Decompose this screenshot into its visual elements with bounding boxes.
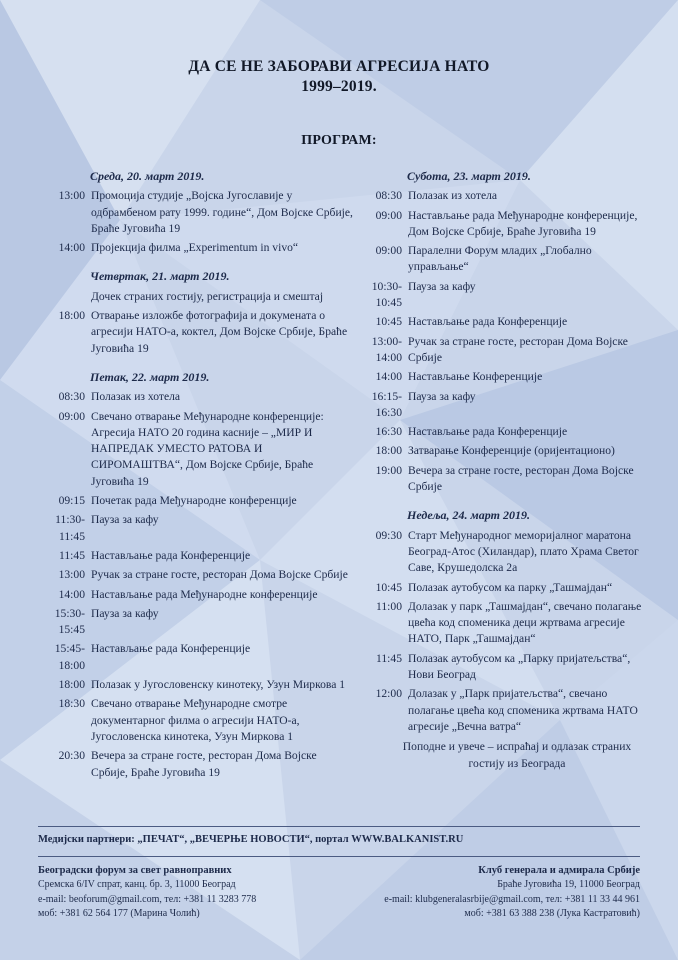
organizer-right [384, 864, 640, 922]
event-time: 16:15-16:30 [371, 389, 402, 419]
event-text: Полазак из хотела [91, 390, 181, 404]
schedule-item [347, 208, 647, 241]
event-time: 11:45 [59, 548, 85, 562]
event-time: 19:00 [375, 463, 402, 477]
organizer-left [38, 864, 256, 922]
event-time: 18:00 [375, 444, 402, 458]
poster-title: ДА СЕ НЕ ЗАБОРАВИ АГРЕСИЈА НАТО [188, 58, 490, 75]
schedule-item [38, 512, 356, 545]
event-text: Настављање рада Конференције [408, 315, 568, 329]
day-block [38, 268, 356, 356]
event-time: 18:30 [58, 697, 85, 711]
schedule-item [38, 308, 356, 357]
day-heading: Четвртак, 21. март 2019. [90, 269, 230, 284]
schedule-item [347, 279, 647, 312]
event-time [38, 289, 91, 305]
event-text: Полазак из хотела [408, 189, 498, 203]
event-time: 09:00 [375, 244, 402, 258]
event-time: 11:45 [376, 651, 402, 665]
schedule-item [347, 443, 647, 459]
event-time: 15:45-18:00 [54, 642, 85, 672]
organizer-email: e-mail: beoforum@gmail.com, тел: +381 11 3283 778 [38, 893, 257, 905]
event-time: 10:45 [375, 580, 402, 594]
event-text: Паралелни Форум младих „Глобално управљање“ [408, 244, 592, 274]
event-text: Свечано отварање Међународне конференције: Агресија НАТО 20 година касније – „МИР И НАПРЕДАК УМЕСТО РАТОВА И СИРОМАШТВА“, Дом Војске Србије, Браће Југовића 19 [91, 409, 324, 488]
schedule-item [347, 243, 647, 276]
event-text: Дочек страних гостију, регистрација и смештај [91, 289, 324, 303]
event-time: 10:45 [375, 315, 402, 329]
event-text: Настављање рада Међународне конференције, Дом Војске Србије, Браће Југовића 19 [408, 208, 638, 238]
organizer-name: Клуб генерала и адмирала Србије [478, 865, 640, 876]
program-heading: ПРОГРАМ: [301, 133, 377, 148]
event-text: Пауза за кафу [91, 606, 159, 620]
event-time: 09:00 [375, 208, 402, 222]
schedule-item [38, 567, 356, 583]
organizer-address: Сремска 6/IV спрат, канц. бр. 3, 11000 Београд [38, 879, 236, 891]
event-time: 13:00 [58, 189, 85, 203]
schedule-item [38, 677, 356, 693]
event-time: 09:30 [375, 528, 402, 542]
event-text: Долазак у парк „Ташмајдан“, свечано полагање цвећа код споменика деци жртвама агресије НАТО, Парк „Ташмајдан“ [408, 599, 642, 646]
event-time: 20:30 [58, 749, 85, 763]
event-text: Свечано отварање Међународне смотре документарног филма о агресији НАТО-а, Југословенска кинотека, Узун Миркова 1 [91, 697, 300, 743]
schedule-item [38, 696, 356, 745]
day-block [347, 168, 647, 495]
event-text: Старт Међународног меморијалног маратона Београд-Атос (Хиландар), плато Храма Светог Саве, Крушедолска 2а [408, 528, 639, 575]
event-text: Настављање рада Конференције [408, 425, 568, 439]
event-time: 14:00 [58, 241, 85, 255]
event-time: 13:00-14:00 [371, 334, 402, 364]
schedule-item [38, 548, 356, 564]
event-time: 18:00 [58, 678, 85, 692]
event-text: Полазак аутобусом ка парку „Ташмајдан“ [408, 580, 613, 594]
schedule-item [347, 686, 647, 735]
schedule-item [347, 599, 647, 648]
event-text: Вечера за стране госте, ресторан Дома Војске Србије [408, 463, 634, 494]
event-time: 08:30 [375, 189, 402, 203]
day-heading: Среда, 20. март 2019. [90, 169, 205, 183]
event-time: 13:00 [58, 568, 85, 582]
schedule-item [38, 409, 356, 490]
day-heading: Недеља, 24. март 2019. [407, 508, 530, 523]
divider [38, 826, 640, 827]
event-time: 11:00 [376, 599, 402, 613]
organizer-name: Београдски форум за свет равноправних [38, 865, 232, 876]
divider [38, 856, 640, 857]
schedule-item [38, 641, 356, 674]
event-text: Пауза за кафу [408, 279, 476, 293]
event-time: 15:30-15:45 [54, 606, 85, 637]
event-text: Вечера за стране госте, ресторан Дома Војске Србије, Браће Југовића 19 [91, 749, 317, 779]
schedule-item [347, 580, 647, 596]
event-text: Промоција студије „Војска Југославије у одбрамбеном рату 1999. године“, Дом Војске Србије, Браће Југовића 19 [91, 189, 353, 235]
organizer-phone: моб: +381 63 388 238 (Лука Кастратовић) [464, 908, 640, 920]
schedule-item [347, 651, 647, 684]
schedule-item [38, 289, 356, 305]
event-text: Полазак у Југословенску кинотеку, Узун Миркова 1 [91, 678, 346, 692]
day-heading: Петак, 22. март 2019. [90, 369, 210, 384]
event-text: Пројекција филма „Experimentum in vivo“ [91, 241, 299, 255]
event-time: 10:30-10:45 [371, 279, 402, 310]
schedule-item [38, 389, 356, 405]
event-time: 14:00 [58, 587, 85, 601]
schedule-item [347, 314, 647, 330]
event-text: Настављање рада Конференције [91, 548, 251, 562]
schedule-item [347, 463, 647, 496]
event-text: Пауза за кафу [408, 389, 476, 403]
schedule-item [347, 389, 647, 422]
event-text: Настављање Конференције [408, 370, 543, 384]
day-block [38, 168, 356, 256]
event-text: Почетак рада Међународне конференције [91, 494, 297, 508]
organizer-address: Браће Југовића 19, 11000 Београд [497, 879, 640, 891]
event-text: Отварање изложбе фотографија и докумената о агресији НАТО-а, коктел, Дом Војске Србије, Браће Југовића 19 [91, 309, 348, 355]
schedule-item [38, 493, 356, 509]
event-time: 12:00 [375, 687, 402, 701]
event-text: Ручак за стране госте, ресторан Дома Војске Србије [408, 334, 628, 364]
schedule-item [38, 587, 356, 603]
media-partners: Медијски партнери: „ПЕЧАТ“, „ВЕЧЕРЊЕ НОВОСТИ“, портал WWW.BALKANIST.RU [38, 834, 464, 845]
schedule-item [38, 188, 356, 237]
program-column-left [38, 168, 356, 784]
organizer-email: e-mail: klubgeneralasrbije@gmail.com, тел: +381 11 33 44 961 [384, 893, 640, 905]
event-text: Пауза за кафу [91, 513, 159, 527]
schedule-item [347, 369, 647, 385]
schedule-item [347, 528, 647, 577]
program-column-right [347, 168, 647, 772]
event-time: 09:00 [58, 409, 85, 423]
event-time: 16:30 [375, 425, 402, 439]
poster-years: 1999–2019. [301, 78, 377, 95]
event-time: 09:15 [58, 494, 85, 508]
organizer-phone: моб: +381 62 564 177 (Марина Чолић) [38, 908, 200, 920]
event-text: Настављање рада Конференције [91, 642, 251, 656]
event-text: Полазак аутобусом ка „Парку пријатељства“, Нови Београд [408, 651, 631, 682]
schedule-item [347, 334, 647, 367]
schedule-item [347, 424, 647, 440]
event-time: 11:30-11:45 [55, 513, 85, 543]
closing-note: Поподне и увече – испраћај и одлазак страних гостију из Београда [402, 740, 632, 770]
schedule-item [347, 188, 647, 204]
day-heading: Субота, 23. март 2019. [407, 169, 531, 183]
schedule-item [38, 606, 356, 639]
schedule-item [38, 748, 356, 781]
event-text: Ручак за стране госте, ресторан Дома Војске Србије [91, 568, 348, 582]
day-block [38, 369, 356, 781]
event-time: 08:30 [58, 390, 85, 404]
event-text: Затварање Конференције (оријентационо) [408, 444, 615, 458]
event-time: 14:00 [375, 370, 402, 384]
event-text: Настављање рада Међународне конференције [91, 587, 318, 601]
day-block [347, 507, 647, 735]
event-time: 18:00 [58, 309, 85, 323]
event-text: Долазак у „Парк пријатељства“, свечано полагање цвећа код споменика жртвама НАТО агресије „Вечна ватра“ [408, 687, 638, 733]
schedule-item [38, 240, 356, 256]
